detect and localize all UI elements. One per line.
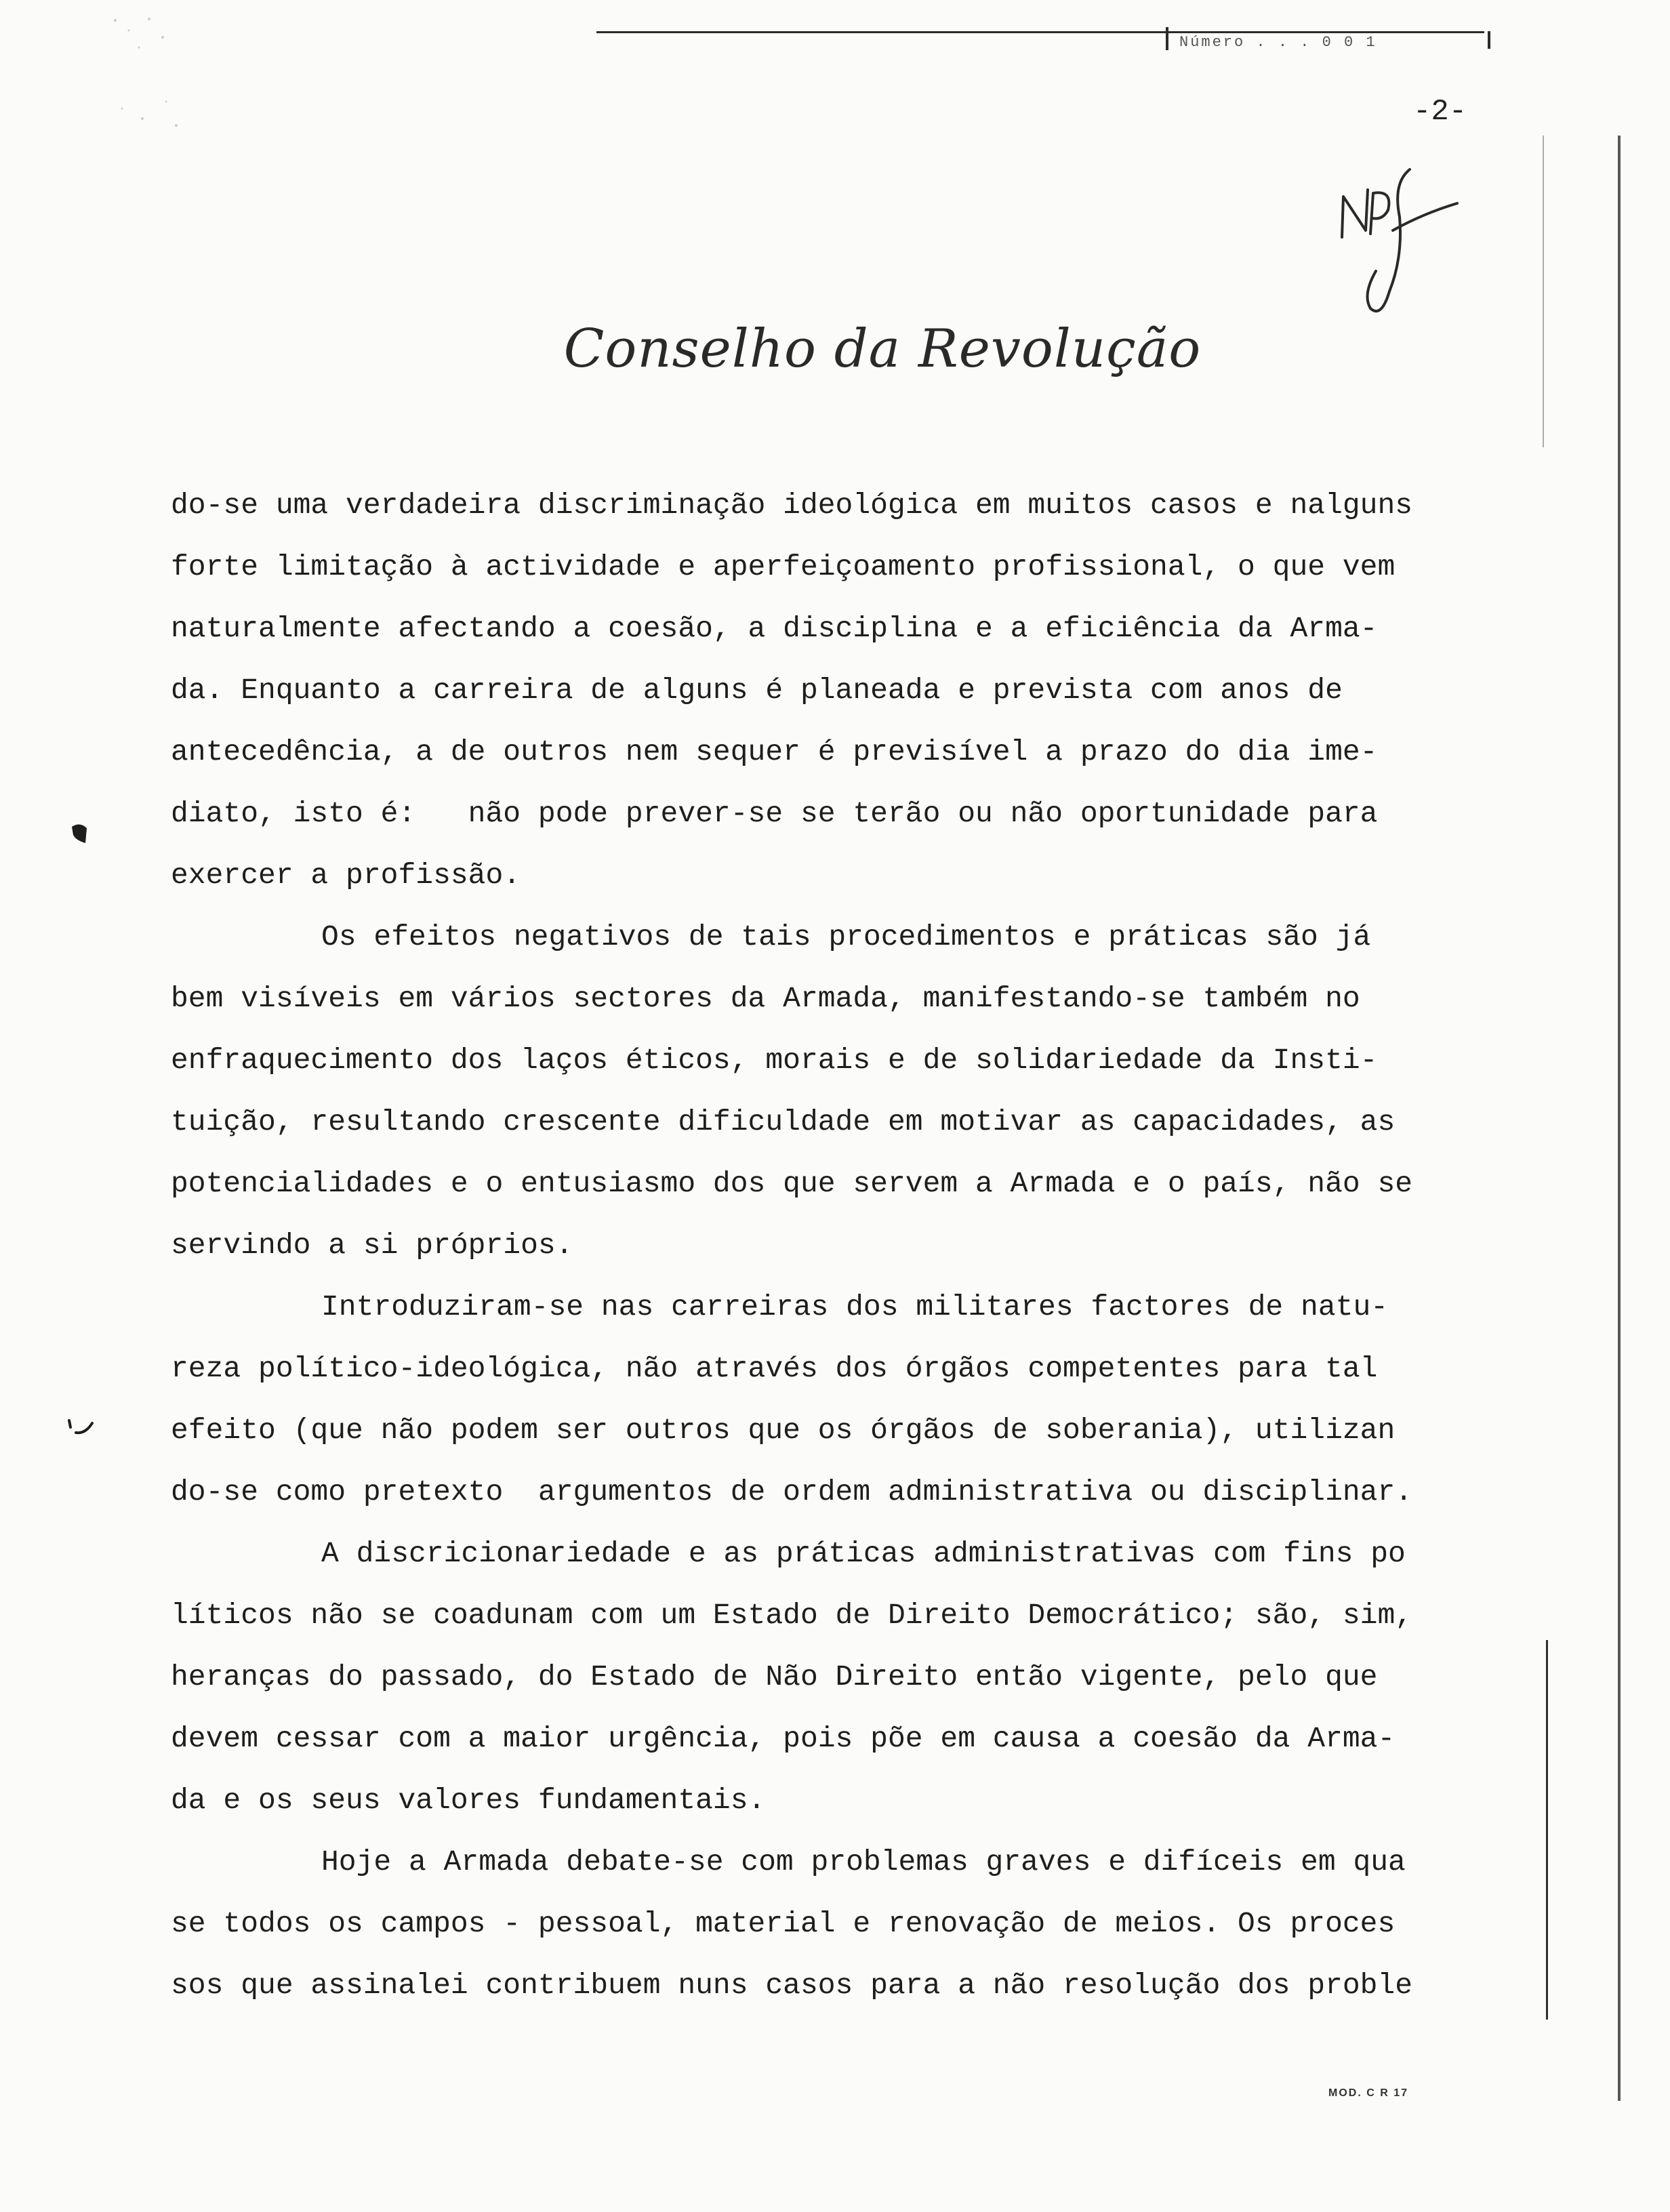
header-rule-tick — [1166, 27, 1168, 50]
text-line: heranças do passado, do Estado de Não Direito então vigente, pelo que — [171, 1660, 1378, 1694]
form-code: MOD. C R 17 — [1328, 2087, 1409, 2099]
text-line: naturalmente afectando a coesão, a disciplina e a eficiência da Arma- — [171, 612, 1378, 645]
text-line: servindo a si próprios. — [171, 1229, 573, 1262]
text-line: potencialidades e o entusiasmo dos que servem a Armada e o país, não se — [171, 1167, 1413, 1200]
text-line: antecedência, a de outros nem sequer é previsível a prazo do dia ime- — [171, 735, 1378, 769]
text-line: da. Enquanto a carreira de alguns é planeada e prevista com anos de — [171, 674, 1343, 707]
text-line: reza político-ideológica, não através dos órgãos competentes para tal — [171, 1352, 1378, 1385]
text-line: diato, isto é: não pode prever-se se terão ou não oportunidade para — [171, 797, 1378, 830]
text-line: do-se como pretexto argumentos de ordem administrativa ou disciplinar. — [171, 1475, 1413, 1509]
text-line: Hoje a Armada debate-se com problemas graves e difíceis em qua — [321, 1845, 1406, 1879]
scan-edge — [1618, 136, 1621, 2101]
text-line: Os efeitos negativos de tais procedimentos e práticas são já — [321, 920, 1371, 954]
scan-edge — [1546, 1640, 1548, 2020]
header-fragment: Número . . . 0 0 1 — [1179, 34, 1377, 51]
binder-hole-mark — [66, 820, 94, 847]
text-line: enfraquecimento dos laços éticos, morais e de solidariedade da Insti- — [171, 1044, 1378, 1077]
body-text — [171, 474, 1547, 2016]
text-line: efeito (que não podem ser outros que os órgãos de soberania), utilizan — [171, 1414, 1396, 1447]
text-line: exercer a profissão. — [171, 859, 521, 892]
text-line: se todos os campos - pessoal, material e renovação de meios. Os proces — [171, 1907, 1396, 1940]
text-line: A discricionariedade e as práticas administrativas com fins po — [321, 1537, 1406, 1570]
text-line: bem visíveis em vários sectores da Armada, manifestando-se também no — [171, 982, 1360, 1015]
handwritten-initials-signature — [1328, 156, 1471, 332]
text-line: forte limitação à actividade e aperfeiçoamento profissional, o que vem — [171, 550, 1396, 583]
scan-edge — [1543, 136, 1544, 447]
text-line: Introduziram-se nas carreiras dos militares factores de natu- — [321, 1290, 1389, 1324]
text-line: tuição, resultando crescente dificuldade em motivar as capacidades, as — [171, 1105, 1396, 1139]
page-number: -2- — [1413, 95, 1467, 129]
letterhead-title: Conselho da Revolução — [563, 319, 1202, 380]
text-line: sos que assinalei contribuem nuns casos para a não resolução dos proble — [171, 1969, 1413, 2002]
text-line: devem cessar com a maior urgência, pois põe em causa a coesão da Arma- — [171, 1722, 1396, 1755]
header-rule-tick — [1488, 31, 1490, 49]
header-rule — [596, 31, 1484, 33]
binder-hole-mark — [66, 1416, 96, 1437]
text-line: da e os seus valores fundamentais. — [171, 1784, 766, 1817]
text-line: líticos não se coadunam com um Estado de Direito Democrático; são, sim, — [171, 1599, 1413, 1632]
text-line: do-se uma verdadeira discriminação ideológica em muitos casos e nalguns — [171, 489, 1413, 522]
scan-noise — [102, 7, 203, 136]
